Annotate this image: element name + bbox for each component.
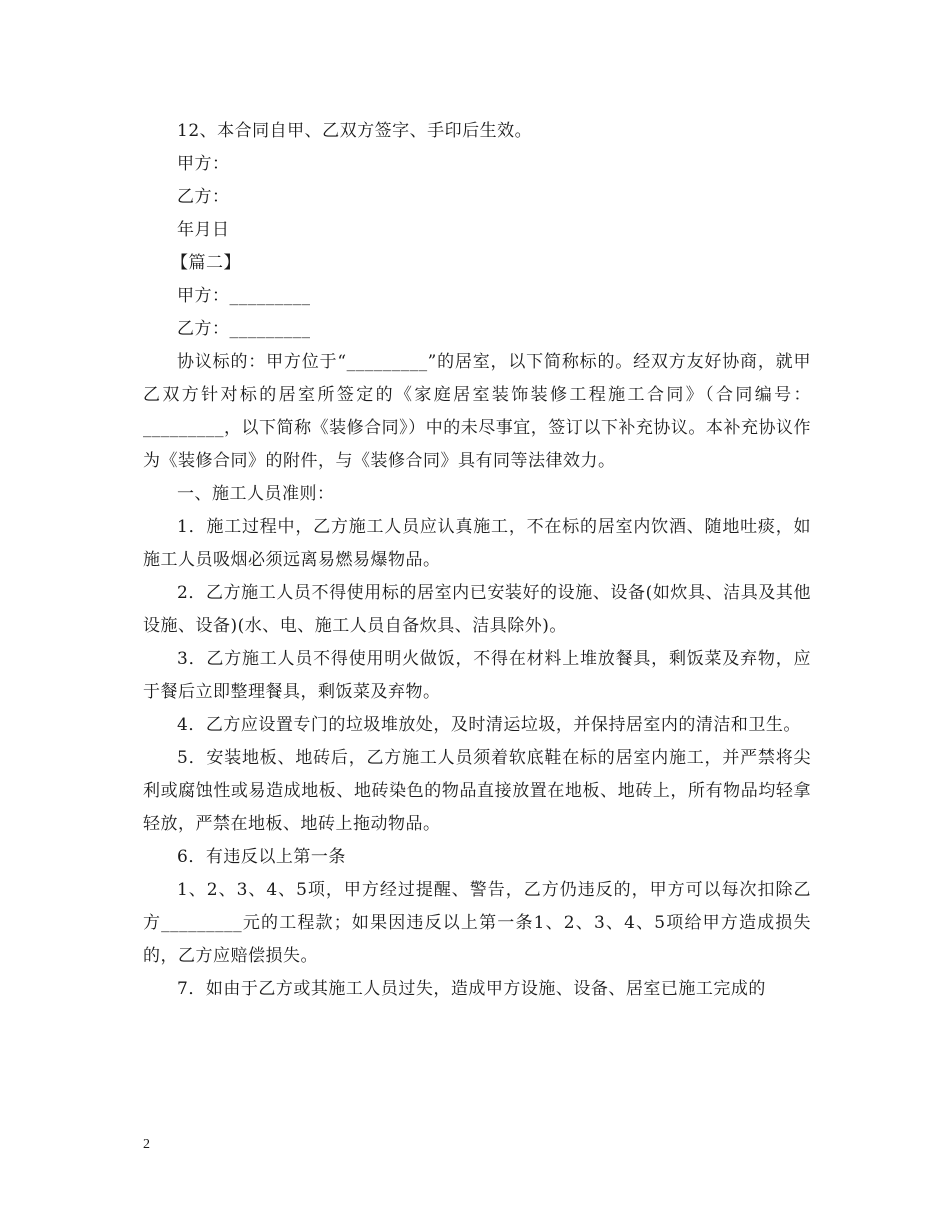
agreement-subject-paragraph: 协议标的：甲方位于“_________”的居室，以下简称标的。经双方友好协商，就甲乙双方针对标的居室所签定的《家庭居室装饰装修工程施工合同》（合同编号：_________，以下简称《装修合同》）中的未尽事宜，签订以下补充协议。本补充协议作为《装修合同》的附件，与《装修合同》具有同等法律效力。 — [143, 352, 811, 471]
page-number: 2 — [143, 1137, 150, 1152]
rule-6-detail: 1、2、3、4、5项，甲方经过提醒、警告，乙方仍违反的，甲方可以每次扣除乙方_________元的工程款；如果因违反以上第一条1、2、3、4、5项给甲方造成损失的，乙方应赔偿损失。 — [143, 880, 811, 966]
party-b-line: 乙方：_________ — [177, 319, 311, 339]
document-body — [143, 115, 811, 1006]
date-line: 年月日 — [177, 220, 230, 240]
party-a-signature-line: 甲方： — [177, 154, 230, 174]
party-a-line: 甲方：_________ — [177, 286, 311, 306]
rule-3: 3．乙方施工人员不得使用明火做饭，不得在材料上堆放餐具，剩饭菜及弃物，应于餐后立即整理餐具，剩饭菜及弃物。 — [143, 649, 811, 702]
rule-5: 5．安装地板、地砖后，乙方施工人员须着软底鞋在标的居室内施工，并严禁将尖利或腐蚀性或易造成地板、地砖染色的物品直接放置在地板、地砖上，所有物品均轻拿轻放，严禁在地板、地砖上拖动物品。 — [143, 748, 811, 834]
party-b-signature-line: 乙方： — [177, 187, 230, 207]
rules-heading: 一、施工人员准则： — [177, 484, 335, 504]
rule-4: 4．乙方应设置专门的垃圾堆放处，及时清运垃圾，并保持居室内的清洁和卫生。 — [177, 715, 801, 735]
rule-1: 1．施工过程中，乙方施工人员应认真施工，不在标的居室内饮酒、随地吐痰，如施工人员吸烟必须远离易燃易爆物品。 — [143, 517, 811, 570]
rule-2: 2．乙方施工人员不得使用标的居室内已安装好的设施、设备(如炊具、洁具及其他设施、设备)(水、电、施工人员自备炊具、洁具除外)。 — [143, 583, 811, 636]
clause-12: 12、本合同自甲、乙双方签字、手印后生效。 — [177, 121, 533, 141]
rule-7: 7．如由于乙方或其施工人员过失，造成甲方设施、设备、居室已施工完成的 — [177, 979, 766, 999]
rule-6: 6．有违反以上第一条 — [177, 847, 346, 867]
section-heading: 【篇二】 — [171, 253, 241, 273]
